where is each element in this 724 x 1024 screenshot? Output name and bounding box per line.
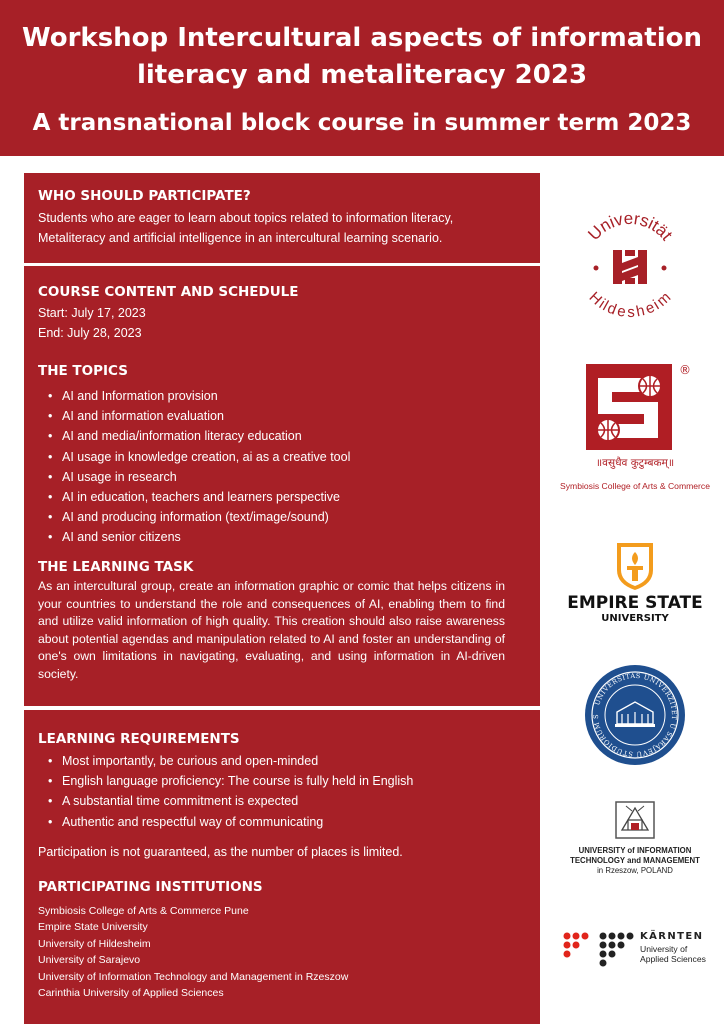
list-item: • AI usage in research [48, 467, 350, 487]
institutions-list [38, 903, 348, 1001]
wsiz-line-1: UNIVERSITY of INFORMATION [578, 846, 692, 855]
sarajevo-seal-icon [584, 664, 686, 766]
symbiosis-name: Symbiosis College of Arts & Commerce [560, 481, 710, 491]
karnten-dots-icon [562, 928, 634, 968]
svg-text:Hildesheim [586, 289, 675, 320]
wsiz-crest-icon [560, 800, 710, 844]
wsiz-line-2: TECHNOLOGY and MANAGEMENT [570, 856, 700, 865]
requirements-heading: LEARNING REQUIREMENTS [38, 731, 240, 747]
karnten-line-1: KÄRNTEN [640, 931, 704, 942]
page-title: Workshop Intercultural aspects of information literacy and metaliteracy 2023 [21, 23, 703, 90]
list-item: Symbiosis College of Arts & Commerce Pune [38, 905, 249, 917]
list-item: University of Hildesheim [38, 937, 151, 950]
list-item: • AI and information evaluation [48, 406, 350, 426]
karnten-line-3: Applied Sciences [640, 954, 706, 964]
hildesheim-bottom-text: Hildesheim [585, 288, 675, 320]
list-item: • AI in education, teachers and learners perspective [48, 487, 350, 507]
course-heading: COURSE CONTENT AND SCHEDULE [38, 284, 299, 300]
header-banner [0, 0, 724, 156]
svg-text:Universität [584, 209, 676, 244]
symbiosis-logo [558, 358, 712, 493]
torch-shield-icon [555, 540, 715, 592]
requirements-note: Participation is not guaranteed, as the number of places is limited. [38, 845, 403, 859]
sarajevo-seal-text: UNIVERSITAS UNIVERZITET U SARAJEVU STUDIORUM S [591, 671, 679, 759]
list-item: • English language proficiency: The course is fully held in English [48, 771, 413, 791]
symbiosis-motto: ॥वसुधैव कुटुम्बकम्॥ [595, 457, 675, 469]
symbiosis-emblem-icon [558, 358, 712, 458]
hildesheim-seal-icon [575, 205, 685, 320]
empire-line-2: UNIVERSITY [601, 613, 669, 624]
who-heading: WHO SHOULD PARTICIPATE? [38, 188, 251, 204]
requirements-list [48, 751, 413, 832]
page-subtitle: A transnational block course in summer term 2023 [32, 110, 692, 136]
list-item: • AI and media/information literacy education [48, 426, 350, 446]
task-text: As an intercultural group, create an information graphic or comic that helps citizens in your countries to understand the role and consequences of AI, enabling them to find and utilize valid information of high quality. This creation should also raise awareness about potential agendas and manipulation related to AI and foster an understanding of one's own limitations in navigating, evaluating, and using information in AI-driven society. [38, 579, 505, 681]
who-line-1: Students who are eager to learn about topics related to information literacy, [38, 211, 454, 225]
course-panel [24, 266, 540, 706]
list-item: • Most importantly, be curious and open-minded [48, 751, 413, 771]
course-start: Start: July 17, 2023 [38, 306, 146, 320]
wsiz-logo [560, 800, 710, 880]
list-item: University of Information Technology and Management in Rzeszow [38, 970, 349, 983]
list-item: Carinthia University of Applied Sciences [38, 987, 224, 1000]
institutions-heading: PARTICIPATING INSTITUTIONS [38, 879, 263, 895]
requirements-panel [24, 710, 540, 1024]
list-item: • A substantial time commitment is expected [48, 791, 413, 811]
registered-mark-icon: ® [679, 363, 691, 377]
sarajevo-logo [584, 664, 686, 766]
hildesheim-top-text: Universität [584, 208, 677, 245]
task-heading: THE LEARNING TASK [38, 559, 194, 575]
wsiz-line-3: in Rzeszow, POLAND [597, 866, 673, 875]
empire-state-logo [555, 540, 715, 628]
list-item: • AI and senior citizens [48, 527, 350, 547]
who-line-2: Metaliteracy and artificial intelligence in an intercultural learning scenario. [38, 231, 443, 245]
list-item: • AI usage in knowledge creation, ai as a creative tool [48, 447, 350, 467]
course-end: End: July 28, 2023 [38, 326, 142, 340]
list-item: • Authentic and respectful way of communicating [48, 812, 413, 832]
who-panel [24, 173, 540, 263]
list-item: Empire State University [38, 921, 148, 934]
empire-line-1: EMPIRE STATE [567, 593, 703, 613]
hildesheim-logo [575, 205, 685, 320]
karnten-logo [562, 928, 712, 968]
topics-heading: THE TOPICS [38, 363, 128, 379]
list-item: University of Sarajevo [38, 954, 141, 967]
list-item: • AI and producing information (text/image/sound) [48, 507, 350, 527]
karnten-line-2: University of [640, 944, 688, 954]
list-item: • AI and Information provision [48, 386, 350, 406]
topics-list [48, 386, 350, 548]
